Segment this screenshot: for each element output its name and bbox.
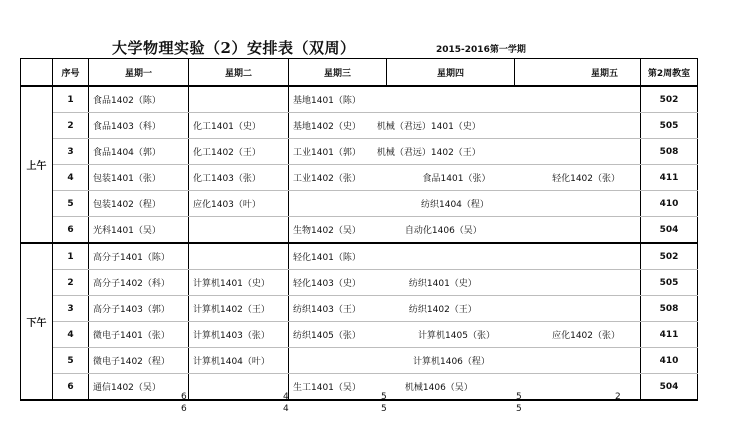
cell-wednesday: 生工1401（吴）: [293, 383, 361, 393]
cell-thursday: 计算机1405（张）: [418, 331, 495, 341]
cell-friday: 轻化1402（张）: [552, 174, 620, 184]
cell-room: 502: [641, 86, 698, 113]
cell-wed-fri: [289, 374, 641, 401]
cell-monday: 微电子1402（程）: [89, 348, 189, 374]
table-row: [21, 243, 698, 270]
cell-thursday: 机械（君远）1402（王）: [376, 148, 481, 158]
total-value: 6: [181, 404, 187, 414]
total-value: 2: [615, 392, 621, 402]
cell-room: 411: [641, 165, 698, 191]
page-title: 大学物理实验（2）安排表（双周）: [112, 39, 356, 57]
total-value: 5: [516, 404, 522, 414]
cell-wed-fri: [289, 348, 641, 374]
cell-thursday: 纺织1404（程）: [421, 200, 489, 210]
cell-wed-fri: [289, 191, 641, 217]
cell-wednesday: 工业1402（张）: [293, 174, 361, 184]
table-row: [21, 191, 698, 217]
cell-wed-fri: [289, 296, 641, 322]
table-row: [21, 270, 698, 296]
cell-tuesday: 化工1402（王）: [189, 139, 289, 165]
total-value: 5: [381, 392, 387, 402]
header-tuesday: 星期二: [189, 59, 289, 87]
cell-room: 508: [641, 296, 698, 322]
cell-thursday: 纺织1402（王）: [408, 305, 477, 315]
table-row: [21, 86, 698, 113]
cell-thursday: 食品1401（张）: [422, 174, 491, 184]
total-value: 6: [181, 392, 187, 402]
row-index: 5: [53, 348, 89, 374]
header-thursday: 星期四: [387, 59, 515, 87]
cell-monday: 微电子1401（张）: [89, 322, 189, 348]
header-monday: 星期一: [89, 59, 189, 87]
row-index: 6: [53, 374, 89, 401]
header-wednesday: 星期三: [289, 59, 387, 87]
cell-wed-fri: [289, 139, 641, 165]
cell-monday: 食品1404（郭）: [89, 139, 189, 165]
cell-tuesday: 计算机1403（张）: [189, 322, 289, 348]
period-pm: 下午: [21, 243, 53, 400]
table-row: [21, 348, 698, 374]
cell-room: 411: [641, 322, 698, 348]
row-index: 6: [53, 217, 89, 244]
cell-monday: 食品1402（陈）: [89, 86, 189, 113]
cell-room: 502: [641, 243, 698, 270]
cell-wednesday: 纺织1405（张）: [293, 331, 361, 341]
cell-tuesday: [189, 243, 289, 270]
cell-room: 410: [641, 348, 698, 374]
total-value: 5: [516, 392, 522, 402]
row-index: 3: [53, 139, 89, 165]
cell-wed-fri: [289, 86, 641, 113]
cell-monday: 包装1402（程）: [89, 191, 189, 217]
cell-wed-fri: [289, 243, 641, 270]
cell-monday: 食品1403（科）: [89, 113, 189, 139]
cell-wed-fri: [289, 270, 641, 296]
row-index: 3: [53, 296, 89, 322]
cell-room: 505: [641, 113, 698, 139]
row-index: 5: [53, 191, 89, 217]
cell-wednesday: 工业1401（郭）: [293, 148, 361, 158]
header-row: [21, 59, 698, 87]
cell-tuesday: 化工1401（史）: [189, 113, 289, 139]
total-value: 4: [283, 392, 289, 402]
cell-tuesday: 应化1403（叶）: [189, 191, 289, 217]
cell-monday: 高分子1403（郭）: [89, 296, 189, 322]
cell-wed-fri: [289, 113, 641, 139]
cell-monday: 通信1402（吴）: [89, 374, 189, 401]
cell-wednesday: 轻化1401（陈）: [293, 253, 361, 263]
cell-tuesday: 计算机1404（叶）: [189, 348, 289, 374]
cell-wednesday: 基地1401（陈）: [293, 96, 361, 106]
period-am: 上午: [21, 86, 53, 243]
table-row: [21, 296, 698, 322]
cell-wed-fri: [289, 217, 641, 244]
cell-tuesday: [189, 217, 289, 244]
cell-tuesday: 计算机1402（王）: [189, 296, 289, 322]
cell-monday: 高分子1402（科）: [89, 270, 189, 296]
table-row: [21, 374, 698, 401]
row-index: 2: [53, 270, 89, 296]
cell-monday: 光科1401（吴）: [89, 217, 189, 244]
total-value: 5: [381, 404, 387, 414]
cell-wednesday: 纺织1403（王）: [293, 305, 361, 315]
row-index: 1: [53, 243, 89, 270]
cell-wednesday: 生物1402（吴）: [293, 226, 361, 236]
total-value: 4: [283, 404, 289, 414]
cell-thursday: 计算机1406（程）: [413, 357, 490, 367]
table-row: [21, 217, 698, 244]
header-friday: 星期五: [515, 59, 641, 87]
header-index: 序号: [53, 59, 89, 87]
header-room: 第2周教室: [641, 59, 698, 87]
schedule-table: [20, 58, 698, 401]
header-period: [21, 59, 53, 87]
cell-room: 505: [641, 270, 698, 296]
cell-thursday: 自动化1406（吴）: [404, 226, 482, 236]
table-row: [21, 322, 698, 348]
cell-monday: 包装1401（张）: [89, 165, 189, 191]
row-index: 1: [53, 86, 89, 113]
cell-wednesday: 轻化1403（史）: [293, 279, 361, 289]
cell-thursday: 机械1406（吴）: [404, 383, 473, 393]
cell-thursday: 纺织1401（史）: [408, 279, 477, 289]
cell-thursday: 机械（君远）1401（史）: [376, 122, 481, 132]
cell-room: 504: [641, 217, 698, 244]
cell-tuesday: 化工1403（张）: [189, 165, 289, 191]
cell-tuesday: [189, 86, 289, 113]
table-row: [21, 113, 698, 139]
cell-tuesday: [189, 374, 289, 401]
cell-room: 504: [641, 374, 698, 401]
row-index: 2: [53, 113, 89, 139]
row-index: 4: [53, 322, 89, 348]
row-index: 4: [53, 165, 89, 191]
cell-wednesday: 基地1402（史）: [293, 122, 361, 132]
cell-room: 410: [641, 191, 698, 217]
cell-monday: 高分子1401（陈）: [89, 243, 189, 270]
table-row: [21, 165, 698, 191]
term-label: 2015-2016第一学期: [436, 45, 526, 55]
cell-room: 508: [641, 139, 698, 165]
cell-wed-fri: [289, 165, 641, 191]
table-row: [21, 139, 698, 165]
cell-tuesday: 计算机1401（史）: [189, 270, 289, 296]
cell-friday: 应化1402（张）: [552, 331, 620, 341]
cell-wed-fri: [289, 322, 641, 348]
